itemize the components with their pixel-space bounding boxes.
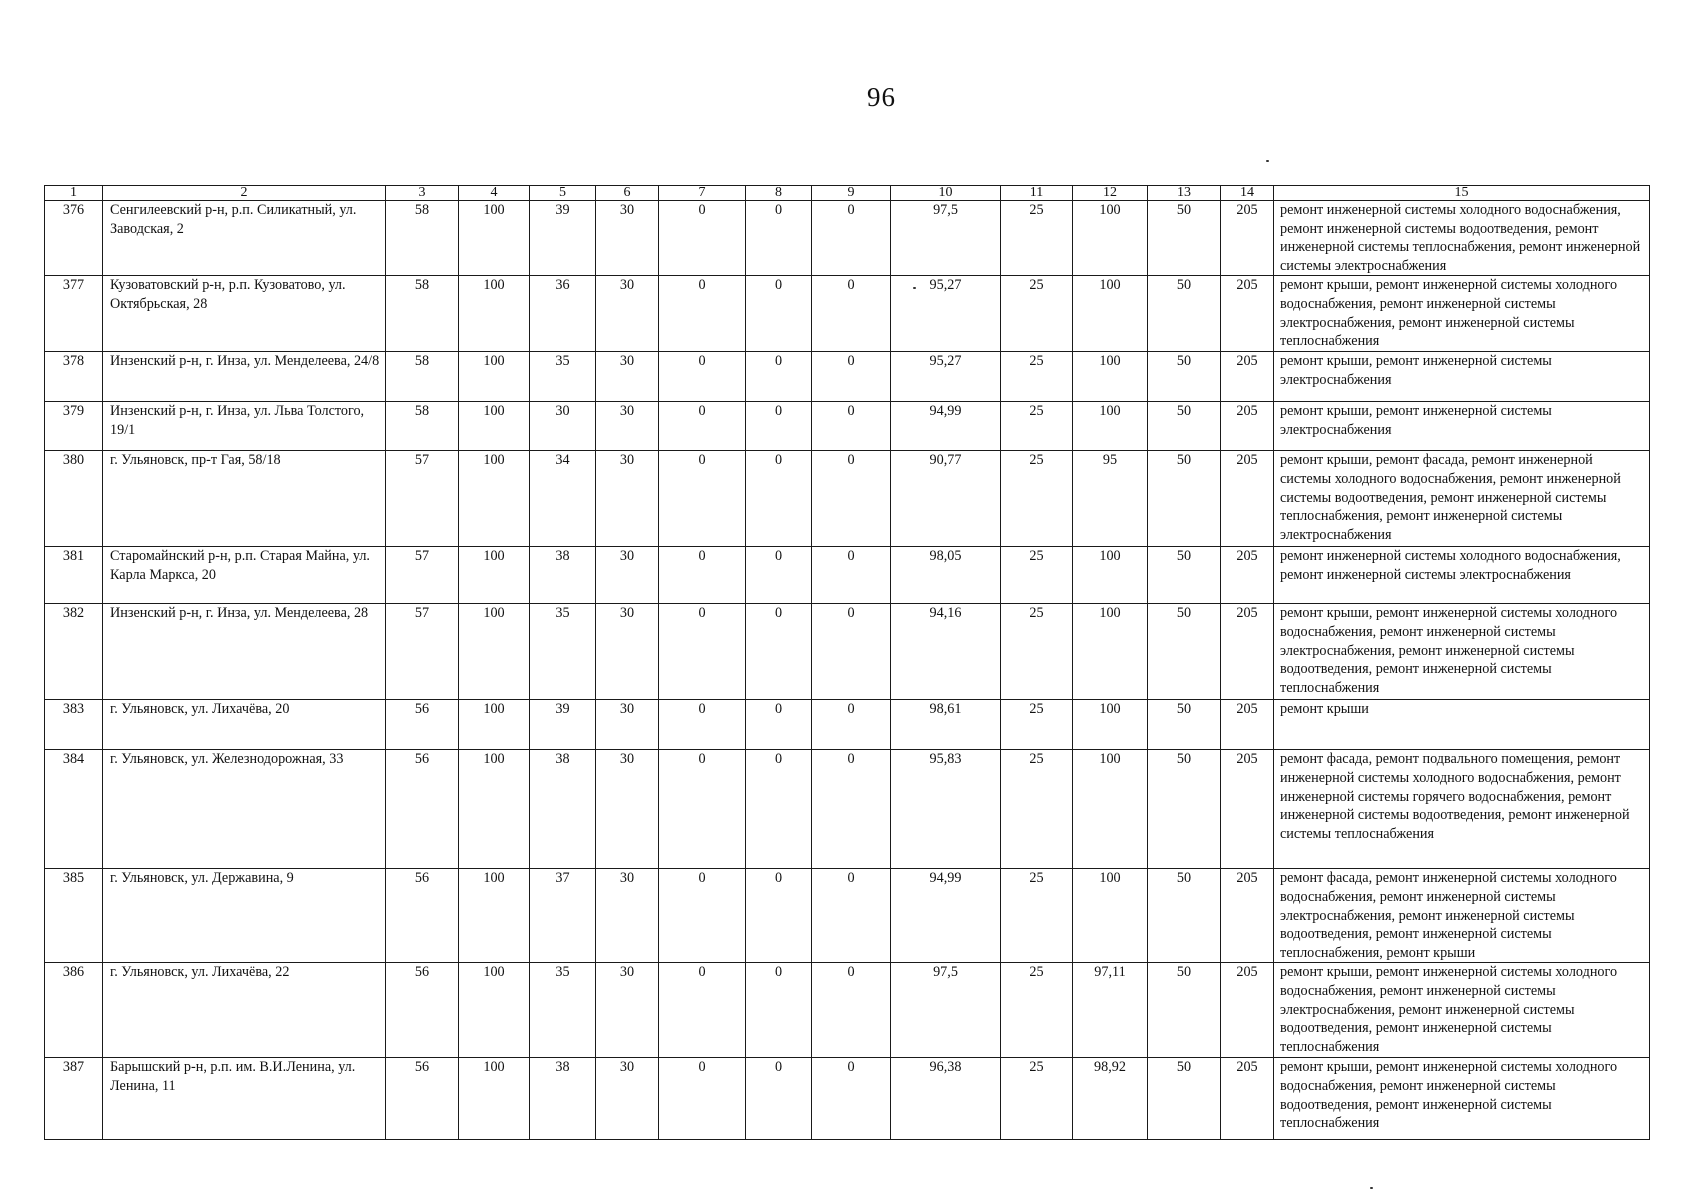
value-cell: 100 (1073, 750, 1148, 869)
value-cell: 97,5 (891, 963, 1001, 1058)
table-row (45, 963, 1650, 1058)
column-number: 8 (746, 186, 812, 201)
table-row (45, 604, 1650, 700)
value-cell: 95,27 (891, 276, 1001, 352)
value-cell: 0 (659, 700, 746, 750)
address-cell: Сенгилеевский р-н, р.п. Силикатный, ул. Заводская, 2 (103, 201, 386, 276)
value-cell: 25 (1001, 201, 1073, 276)
value-cell: 205 (1221, 276, 1274, 352)
value-cell: 100 (459, 547, 530, 604)
value-cell: 0 (812, 201, 891, 276)
scan-speck (1266, 160, 1269, 162)
column-number: 2 (103, 186, 386, 201)
value-cell: 38 (530, 1058, 596, 1140)
value-cell: 0 (659, 451, 746, 547)
value-cell: 30 (596, 1058, 659, 1140)
value-cell: 100 (1073, 352, 1148, 402)
value-cell: 56 (386, 700, 459, 750)
scan-speck (913, 287, 916, 289)
value-cell: 100 (459, 963, 530, 1058)
column-number: 1 (45, 186, 103, 201)
column-number: 6 (596, 186, 659, 201)
column-number: 10 (891, 186, 1001, 201)
value-cell: 25 (1001, 276, 1073, 352)
value-cell: 30 (530, 402, 596, 451)
value-cell: 50 (1148, 700, 1221, 750)
value-cell: 30 (596, 276, 659, 352)
value-cell: 95 (1073, 451, 1148, 547)
table-row (45, 276, 1650, 352)
column-number: 13 (1148, 186, 1221, 201)
value-cell: 58 (386, 402, 459, 451)
value-cell: 100 (459, 451, 530, 547)
works-cell: ремонт крыши (1274, 700, 1650, 750)
value-cell: 100 (459, 750, 530, 869)
value-cell: 0 (746, 604, 812, 700)
value-cell: 0 (812, 1058, 891, 1140)
value-cell: 0 (746, 1058, 812, 1140)
value-cell: 100 (459, 352, 530, 402)
works-cell: ремонт инженерной системы холодного водоснабжения, ремонт инженерной системы водоотведения, ремонт инженерной системы теплоснабжения, ремонт инженерной системы электроснабжения (1274, 201, 1650, 276)
address-cell: г. Ульяновск, ул. Лихачёва, 20 (103, 700, 386, 750)
value-cell: 0 (746, 451, 812, 547)
value-cell: 30 (596, 869, 659, 963)
value-cell: 205 (1221, 700, 1274, 750)
value-cell: 0 (746, 547, 812, 604)
value-cell: 0 (746, 750, 812, 869)
value-cell: 50 (1148, 547, 1221, 604)
value-cell: 100 (1073, 869, 1148, 963)
table-row (45, 1058, 1650, 1140)
table-row (45, 201, 1650, 276)
address-cell: г. Ульяновск, ул. Железнодорожная, 33 (103, 750, 386, 869)
value-cell: 95,83 (891, 750, 1001, 869)
value-cell: 56 (386, 1058, 459, 1140)
value-cell: 30 (596, 352, 659, 402)
value-cell: 100 (459, 402, 530, 451)
value-cell: 205 (1221, 750, 1274, 869)
value-cell: 95,27 (891, 352, 1001, 402)
works-cell: ремонт фасада, ремонт подвального помещения, ремонт инженерной системы холодного водоснабжения, ремонт инженерной системы горячего водоснабжения, ремонт инженерной системы водоотведения, ремонт инженерной системы теплоснабжения (1274, 750, 1650, 869)
value-cell: 100 (1073, 201, 1148, 276)
address-cell: Кузоватовский р-н, р.п. Кузоватово, ул. Октябрьская, 28 (103, 276, 386, 352)
value-cell: 100 (1073, 276, 1148, 352)
address-cell: г. Ульяновск, ул. Державина, 9 (103, 869, 386, 963)
value-cell: 0 (812, 352, 891, 402)
value-cell: 25 (1001, 352, 1073, 402)
value-cell: 50 (1148, 750, 1221, 869)
address-cell: Инзенский р-н, г. Инза, ул. Менделеева, 28 (103, 604, 386, 700)
row-number-cell: 377 (45, 276, 103, 352)
value-cell: 205 (1221, 963, 1274, 1058)
table-row (45, 700, 1650, 750)
value-cell: 30 (596, 451, 659, 547)
value-cell: 94,99 (891, 869, 1001, 963)
value-cell: 58 (386, 276, 459, 352)
address-cell: Инзенский р-н, г. Инза, ул. Менделеева, 24/8 (103, 352, 386, 402)
value-cell: 50 (1148, 604, 1221, 700)
value-cell: 0 (812, 402, 891, 451)
value-cell: 30 (596, 750, 659, 869)
value-cell: 0 (746, 352, 812, 402)
value-cell: 0 (812, 963, 891, 1058)
value-cell: 50 (1148, 451, 1221, 547)
column-number: 11 (1001, 186, 1073, 201)
value-cell: 25 (1001, 451, 1073, 547)
value-cell: 0 (812, 276, 891, 352)
value-cell: 25 (1001, 604, 1073, 700)
value-cell: 0 (659, 352, 746, 402)
row-number-cell: 387 (45, 1058, 103, 1140)
value-cell: 100 (459, 276, 530, 352)
table-row (45, 451, 1650, 547)
value-cell: 39 (530, 201, 596, 276)
value-cell: 58 (386, 352, 459, 402)
value-cell: 205 (1221, 352, 1274, 402)
value-cell: 30 (596, 547, 659, 604)
row-number-cell: 379 (45, 402, 103, 451)
value-cell: 37 (530, 869, 596, 963)
table-row (45, 402, 1650, 451)
value-cell: 0 (659, 869, 746, 963)
value-cell: 0 (659, 750, 746, 869)
row-number-cell: 383 (45, 700, 103, 750)
column-number: 12 (1073, 186, 1148, 201)
value-cell: 205 (1221, 201, 1274, 276)
works-cell: ремонт инженерной системы холодного водоснабжения, ремонт инженерной системы электроснабжения (1274, 547, 1650, 604)
works-cell: ремонт крыши, ремонт инженерной системы электроснабжения (1274, 402, 1650, 451)
value-cell: 98,05 (891, 547, 1001, 604)
page-number: 96 (867, 82, 896, 112)
address-cell: г. Ульяновск, ул. Лихачёва, 22 (103, 963, 386, 1058)
row-number-cell: 385 (45, 869, 103, 963)
value-cell: 35 (530, 352, 596, 402)
value-cell: 36 (530, 276, 596, 352)
value-cell: 39 (530, 700, 596, 750)
value-cell: 0 (746, 700, 812, 750)
works-cell: ремонт крыши, ремонт инженерной системы холодного водоснабжения, ремонт инженерной системы электроснабжения, ремонт инженерной системы водоотведения, ремонт инженерной системы теплоснабжения (1274, 963, 1650, 1058)
value-cell: 25 (1001, 547, 1073, 604)
value-cell: 0 (746, 276, 812, 352)
value-cell: 25 (1001, 402, 1073, 451)
value-cell: 0 (659, 201, 746, 276)
works-cell: ремонт крыши, ремонт инженерной системы электроснабжения (1274, 352, 1650, 402)
value-cell: 205 (1221, 402, 1274, 451)
value-cell: 57 (386, 547, 459, 604)
value-cell: 25 (1001, 750, 1073, 869)
value-cell: 57 (386, 604, 459, 700)
column-number: 14 (1221, 186, 1274, 201)
value-cell: 0 (812, 451, 891, 547)
value-cell: 94,16 (891, 604, 1001, 700)
value-cell: 98,61 (891, 700, 1001, 750)
value-cell: 0 (812, 604, 891, 700)
value-cell: 56 (386, 869, 459, 963)
works-cell: ремонт крыши, ремонт фасада, ремонт инженерной системы холодного водоснабжения, ремонт инженерной системы водоотведения, ремонт инженерной системы теплоснабжения, ремонт инженерной системы электроснабжения (1274, 451, 1650, 547)
address-cell: г. Ульяновск, пр-т Гая, 58/18 (103, 451, 386, 547)
value-cell: 25 (1001, 963, 1073, 1058)
value-cell: 30 (596, 604, 659, 700)
value-cell: 205 (1221, 1058, 1274, 1140)
value-cell: 90,77 (891, 451, 1001, 547)
value-cell: 97,11 (1073, 963, 1148, 1058)
value-cell: 57 (386, 451, 459, 547)
row-number-cell: 376 (45, 201, 103, 276)
value-cell: 0 (746, 869, 812, 963)
value-cell: 58 (386, 201, 459, 276)
value-cell: 0 (659, 402, 746, 451)
value-cell: 35 (530, 963, 596, 1058)
value-cell: 97,5 (891, 201, 1001, 276)
value-cell: 50 (1148, 201, 1221, 276)
value-cell: 50 (1148, 869, 1221, 963)
value-cell: 100 (1073, 700, 1148, 750)
column-number: 7 (659, 186, 746, 201)
works-cell: ремонт крыши, ремонт инженерной системы холодного водоснабжения, ремонт инженерной системы водоотведения, ремонт инженерной системы теплоснабжения (1274, 1058, 1650, 1140)
table-row (45, 750, 1650, 869)
column-number: 4 (459, 186, 530, 201)
value-cell: 0 (812, 869, 891, 963)
row-number-cell: 378 (45, 352, 103, 402)
value-cell: 38 (530, 750, 596, 869)
row-number-cell: 382 (45, 604, 103, 700)
value-cell: 0 (812, 700, 891, 750)
works-cell: ремонт крыши, ремонт инженерной системы холодного водоснабжения, ремонт инженерной системы электроснабжения, ремонт инженерной системы теплоснабжения (1274, 276, 1650, 352)
value-cell: 98,92 (1073, 1058, 1148, 1140)
table-row (45, 352, 1650, 402)
value-cell: 205 (1221, 451, 1274, 547)
value-cell: 0 (812, 547, 891, 604)
table-row (45, 547, 1650, 604)
value-cell: 205 (1221, 604, 1274, 700)
value-cell: 100 (459, 201, 530, 276)
value-cell: 100 (459, 604, 530, 700)
value-cell: 0 (659, 604, 746, 700)
table-row (45, 869, 1650, 963)
value-cell: 0 (746, 963, 812, 1058)
value-cell: 94,99 (891, 402, 1001, 451)
value-cell: 50 (1148, 402, 1221, 451)
value-cell: 25 (1001, 700, 1073, 750)
value-cell: 56 (386, 750, 459, 869)
column-number-row (45, 186, 1650, 201)
value-cell: 0 (746, 201, 812, 276)
address-cell: Барышский р-н, р.п. им. В.И.Ленина, ул. Ленина, 11 (103, 1058, 386, 1140)
value-cell: 100 (459, 1058, 530, 1140)
value-cell: 35 (530, 604, 596, 700)
value-cell: 100 (1073, 402, 1148, 451)
value-cell: 0 (746, 402, 812, 451)
column-number: 3 (386, 186, 459, 201)
column-number: 5 (530, 186, 596, 201)
column-number: 15 (1274, 186, 1650, 201)
value-cell: 205 (1221, 869, 1274, 963)
value-cell: 25 (1001, 1058, 1073, 1140)
value-cell: 96,38 (891, 1058, 1001, 1140)
value-cell: 30 (596, 402, 659, 451)
value-cell: 34 (530, 451, 596, 547)
value-cell: 0 (659, 963, 746, 1058)
value-cell: 50 (1148, 963, 1221, 1058)
value-cell: 0 (659, 547, 746, 604)
value-cell: 100 (459, 700, 530, 750)
address-cell: Старомайнский р-н, р.п. Старая Майна, ул. Карла Маркса, 20 (103, 547, 386, 604)
works-cell: ремонт крыши, ремонт инженерной системы холодного водоснабжения, ремонт инженерной системы электроснабжения, ремонт инженерной системы водоотведения, ремонт инженерной системы теплоснабжения (1274, 604, 1650, 700)
column-number: 9 (812, 186, 891, 201)
row-number-cell: 381 (45, 547, 103, 604)
value-cell: 30 (596, 963, 659, 1058)
value-cell: 56 (386, 963, 459, 1058)
row-number-cell: 380 (45, 451, 103, 547)
capital-repair-table (44, 185, 1650, 1140)
row-number-cell: 386 (45, 963, 103, 1058)
value-cell: 50 (1148, 276, 1221, 352)
value-cell: 0 (659, 1058, 746, 1140)
value-cell: 50 (1148, 352, 1221, 402)
value-cell: 38 (530, 547, 596, 604)
scan-speck (1370, 1187, 1373, 1189)
value-cell: 30 (596, 700, 659, 750)
value-cell: 0 (812, 750, 891, 869)
value-cell: 0 (659, 276, 746, 352)
value-cell: 30 (596, 201, 659, 276)
value-cell: 25 (1001, 869, 1073, 963)
row-number-cell: 384 (45, 750, 103, 869)
value-cell: 100 (459, 869, 530, 963)
value-cell: 50 (1148, 1058, 1221, 1140)
value-cell: 100 (1073, 604, 1148, 700)
works-cell: ремонт фасада, ремонт инженерной системы холодного водоснабжения, ремонт инженерной системы электроснабжения, ремонт инженерной системы водоотведения, ремонт инженерной системы теплоснабжения, ремонт крыши (1274, 869, 1650, 963)
value-cell: 100 (1073, 547, 1148, 604)
value-cell: 205 (1221, 547, 1274, 604)
address-cell: Инзенский р-н, г. Инза, ул. Льва Толстого, 19/1 (103, 402, 386, 451)
